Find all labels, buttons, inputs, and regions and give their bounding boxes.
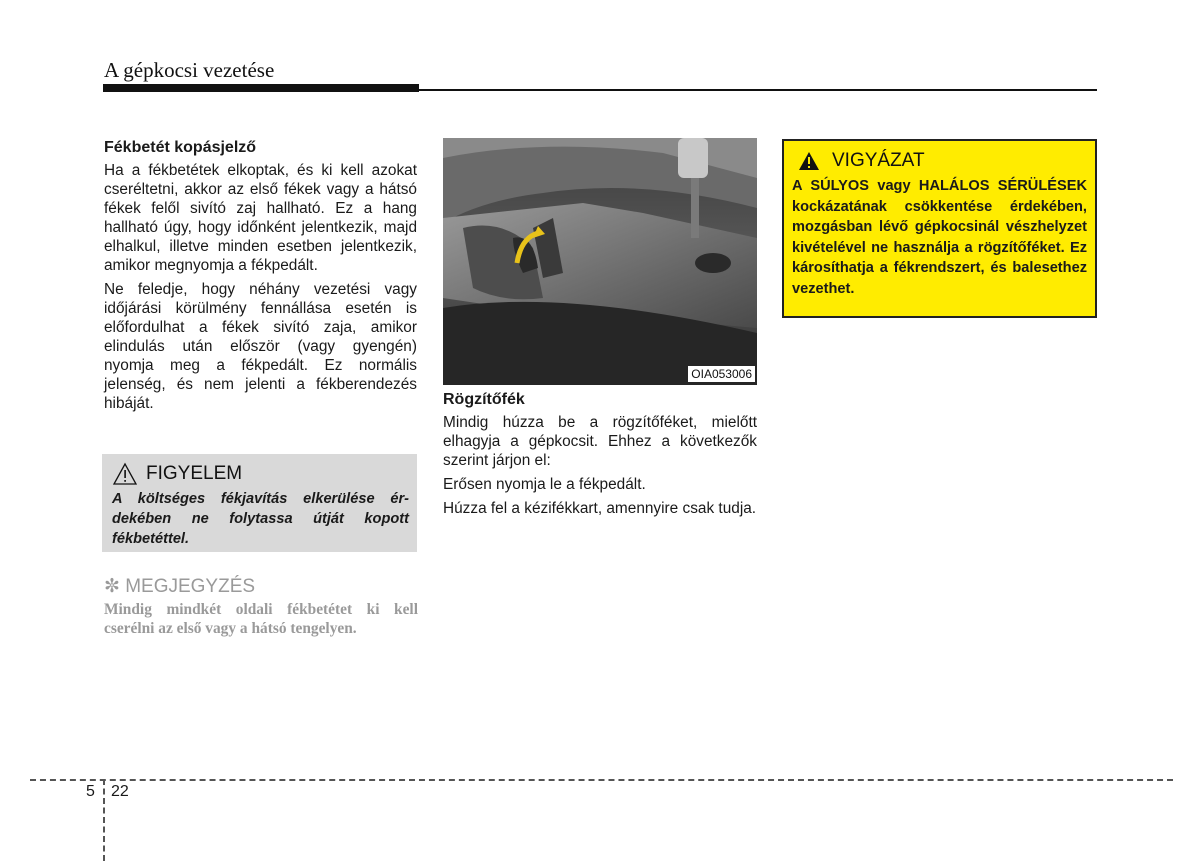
note-title: ✼ MEGJEGYZÉS [104, 576, 256, 597]
notice-text: A költséges fékjavítás elkerülése érdekében ne folytassa útját kopott fékbetéttel. [112, 491, 409, 547]
paragraph: Erősen nyomja le a fékpedált. [443, 476, 646, 493]
section-heading-brake-wear: Fékbetét kopásjelző [104, 139, 257, 156]
parking-brake-illustration [443, 138, 757, 385]
column-middle [443, 390, 757, 523]
footer-rule [30, 779, 1173, 781]
column-left [104, 138, 417, 418]
section-heading-parking-brake: Rögzítőfék [443, 391, 525, 408]
paragraph: Ne feledje, hogy néhány vezetési vagy időjárási körülmény fennállása esetén is előfordulhat a fékek sivító zaja, amikor elindulás után először (vagy gyengén) nyomja meg a fékpedált. Ez normális jelenség, és nem jelenti a fékberendezés hibáját. [104, 281, 417, 412]
notice-title: FIGYELEM [146, 463, 243, 484]
parking-brake-photo [443, 138, 757, 385]
note-box [104, 574, 418, 638]
image-code: OIA053006 [688, 366, 755, 382]
warning-triangle-icon [798, 151, 820, 171]
chapter-number: 5 [86, 783, 95, 800]
paragraph: Ha a fékbetétek elkoptak, és ki kell azokat cseréltetni, akkor az első fékek vagy a hátsó fékek felől sivító zaj hallható. Ez a hang hallható úgy, hogy időnként jelentkezik, majd elhalkul, illetve minden esetben jelentkezik, amikor megnyomja a fékpedált. [104, 162, 417, 274]
paragraph: Mindig húzza be a rögzítőféket, mielőtt elhagyja a gépkocsit. Ehhez a következők szerint járjon el: [443, 414, 757, 469]
warning-title: VIGYÁZAT [832, 150, 925, 171]
warning-box [782, 139, 1097, 318]
warning-text: A SÚLYOS vagy HALÁLOS SÉRÜLÉSEK kockázatának csökkentése érdekében, mozgásban lévő gépkocsinál vészhelyzet kivételével ne használja a rögzítőféket. Ez károsíthatja a fékrendszert, és balesethez vezethet. [792, 178, 1087, 297]
header-rule-thick [103, 84, 419, 92]
notice-box [102, 454, 417, 552]
paragraph: Húzza fel a kézifékkart, amennyire csak tudja. [443, 500, 757, 517]
header-title: A gépkocsi vezetése [104, 58, 275, 82]
note-text: Mindig mindkét oldali fékbetétet ki kell cserélni az első vagy a hátsó tengelyen. [104, 601, 418, 637]
footer-divider [103, 779, 105, 861]
header-rule-thin [419, 89, 1097, 91]
warning-triangle-icon [112, 462, 138, 486]
page-number: 22 [111, 783, 129, 800]
